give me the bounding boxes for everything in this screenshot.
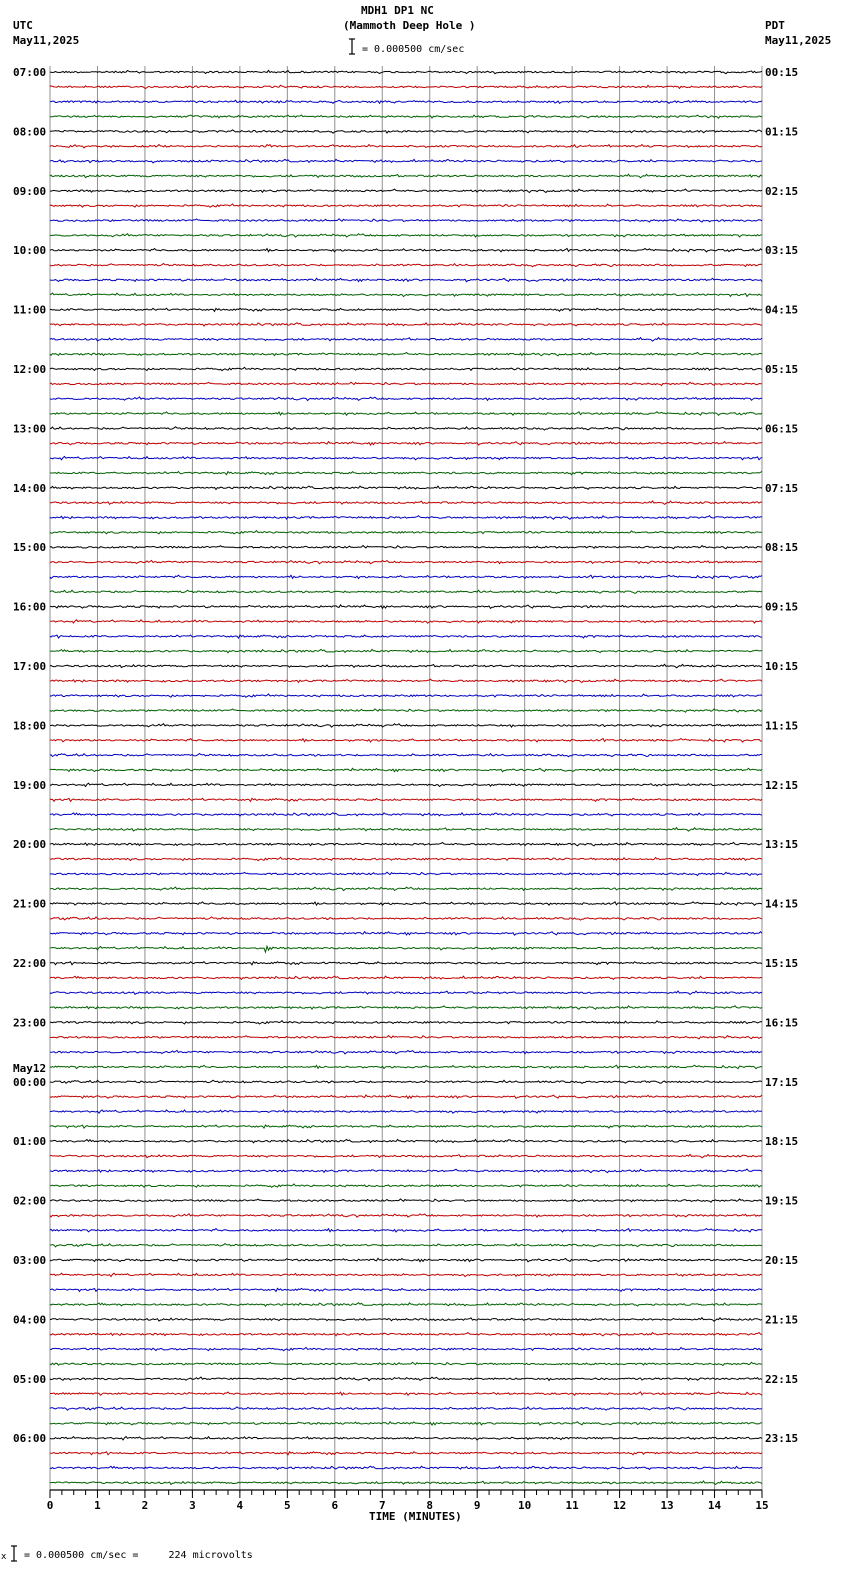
trace-6 [50, 159, 762, 162]
trace-34 [50, 575, 762, 578]
trace-32 [50, 546, 762, 549]
trace-40 [50, 664, 762, 668]
pdt-hour-label: 22:15 [765, 1372, 799, 1386]
x-tick-label: 8 [426, 1499, 434, 1512]
trace-73 [50, 1154, 762, 1158]
x-tick-label: 1 [94, 1499, 101, 1512]
trace-71 [50, 1125, 762, 1128]
pdt-hour-label: 07:15 [765, 481, 799, 495]
trace-30 [50, 516, 762, 520]
trace-56 [50, 902, 762, 905]
x-tick-label: 0 [46, 1499, 54, 1512]
x-tick-label: 2 [141, 1499, 149, 1512]
trace-86 [50, 1347, 762, 1350]
utc-hour-label: 18:00 [13, 719, 47, 733]
trace-70 [50, 1110, 762, 1113]
trace-82 [50, 1288, 762, 1291]
pdt-hour-label: 02:15 [765, 184, 799, 198]
trace-78 [50, 1229, 762, 1232]
trace-55 [50, 887, 762, 890]
trace-27 [50, 471, 762, 474]
x-tick-label: 7 [378, 1499, 386, 1512]
utc-hour-label: 11:00 [13, 303, 47, 317]
utc-hour-label: 03:00 [13, 1254, 47, 1267]
pdt-hour-label: 15:15 [765, 957, 799, 970]
time-axis [47, 1490, 769, 1512]
trace-65 [50, 1036, 762, 1039]
utc-hour-label: 16:00 [13, 600, 47, 614]
utc-hour-label: 01:00 [13, 1135, 47, 1149]
pdt-hour-label: 14:15 [765, 897, 799, 911]
right-date: May11,2025 [765, 34, 832, 47]
trace-84 [50, 1318, 762, 1322]
utc-hour-label: 00:00 [13, 1075, 47, 1089]
utc-hour-label: 05:00 [13, 1372, 47, 1386]
pdt-hour-label: 12:15 [765, 778, 799, 792]
x-tick-label: 6 [331, 1499, 339, 1512]
pdt-hour-label: 05:15 [765, 363, 799, 376]
trace-54 [50, 872, 762, 875]
trace-0 [50, 70, 762, 73]
trace-33 [50, 560, 762, 563]
utc-hour-label: 02:00 [13, 1194, 47, 1208]
scale-label: = 0.000500 cm/sec [362, 44, 465, 55]
trace-61 [50, 976, 762, 979]
trace-72 [50, 1140, 762, 1143]
utc-hour-label: 06:00 [13, 1432, 47, 1446]
utc-hour-label: 15:00 [13, 541, 47, 555]
trace-75 [50, 1184, 762, 1187]
utc-hour-label: 17:00 [13, 660, 47, 673]
utc-hour-label: 20:00 [13, 838, 47, 852]
x-tick-label: 3 [189, 1499, 196, 1512]
trace-90 [50, 1407, 762, 1410]
trace-35 [50, 590, 762, 593]
trace-38 [50, 635, 762, 638]
utc-hour-label: 04:00 [13, 1313, 47, 1327]
left-timezone: UTC [13, 19, 33, 32]
trace-87 [50, 1362, 762, 1365]
pdt-hour-label: 17:15 [765, 1075, 799, 1089]
utc-hour-label: 12:00 [13, 363, 47, 376]
trace-63 [50, 1006, 762, 1009]
trace-3 [50, 115, 762, 118]
trace-4 [50, 130, 762, 133]
trace-2 [50, 100, 762, 103]
footer-scale-bar-icon [10, 1545, 18, 1563]
trace-11 [50, 234, 762, 237]
trace-51 [50, 828, 762, 832]
trace-25 [50, 442, 762, 445]
scale-bar-icon [348, 38, 356, 56]
footer-mark: x [1, 1552, 7, 1562]
trace-95 [50, 1481, 762, 1485]
utc-hour-label: 22:00 [13, 957, 47, 970]
pdt-hour-label: 16:15 [765, 1016, 799, 1030]
pdt-hour-label: 10:15 [765, 660, 799, 673]
trace-29 [50, 501, 762, 505]
trace-16 [50, 308, 762, 311]
trace-85 [50, 1333, 762, 1336]
x-tick-label: 14 [707, 1499, 722, 1512]
trace-89 [50, 1392, 762, 1395]
pdt-hour-label: 13:15 [765, 838, 799, 852]
trace-49 [50, 798, 762, 801]
trace-77 [50, 1214, 762, 1217]
trace-44 [50, 724, 762, 728]
trace-39 [50, 649, 762, 652]
x-tick-label: 9 [473, 1499, 481, 1512]
utc-hour-label: 10:00 [13, 244, 47, 258]
pdt-hour-label: 19:15 [765, 1194, 799, 1208]
trace-68 [50, 1080, 762, 1083]
trace-8 [50, 189, 762, 193]
trace-13 [50, 264, 762, 267]
utc-date-label: May12 [13, 1061, 47, 1075]
trace-18 [50, 338, 762, 342]
trace-5 [50, 145, 762, 148]
left-date: May11,2025 [13, 34, 80, 47]
trace-69 [50, 1095, 762, 1098]
trace-14 [50, 278, 762, 282]
trace-57 [50, 917, 762, 920]
trace-46 [50, 754, 762, 757]
trace-21 [50, 382, 762, 385]
trace-45 [50, 739, 762, 743]
utc-hour-label: 21:00 [13, 897, 47, 911]
pdt-hour-label: 20:15 [765, 1254, 799, 1267]
right-timezone: PDT [765, 19, 785, 32]
x-tick-label: 15 [755, 1499, 769, 1512]
x-tick-label: 10 [518, 1499, 532, 1512]
trace-47 [50, 768, 762, 771]
pdt-hour-label: 09:15 [765, 600, 799, 614]
pdt-hour-label: 01:15 [765, 125, 799, 139]
trace-62 [50, 991, 762, 995]
pdt-hour-label: 08:15 [765, 541, 799, 555]
trace-31 [50, 531, 762, 534]
trace-26 [50, 457, 762, 460]
trace-59 [50, 946, 762, 952]
trace-91 [50, 1422, 762, 1425]
pdt-hour-label: 23:15 [765, 1432, 799, 1446]
trace-43 [50, 709, 762, 712]
x-tick-label: 12 [612, 1499, 627, 1512]
pdt-hour-label: 06:15 [765, 422, 799, 436]
trace-7 [50, 174, 762, 178]
x-tick-label: 11 [565, 1499, 579, 1512]
trace-80 [50, 1258, 762, 1262]
trace-76 [50, 1199, 762, 1202]
trace-74 [50, 1169, 762, 1173]
trace-24 [50, 427, 762, 430]
trace-88 [50, 1377, 762, 1381]
trace-93 [50, 1452, 762, 1455]
trace-92 [50, 1437, 762, 1440]
trace-48 [50, 783, 762, 786]
trace-23 [50, 412, 762, 416]
trace-52 [50, 842, 762, 846]
trace-79 [50, 1244, 762, 1247]
pdt-hour-label: 03:15 [765, 244, 799, 258]
trace-15 [50, 293, 762, 296]
x-axis-label: TIME (MINUTES) [369, 1510, 462, 1523]
trace-17 [50, 323, 762, 326]
pdt-hour-label: 04:15 [765, 303, 799, 317]
utc-hour-label: 13:00 [13, 422, 47, 436]
utc-hour-label: 08:00 [13, 125, 47, 139]
trace-42 [50, 694, 762, 697]
trace-83 [50, 1303, 762, 1306]
pdt-hour-label: 00:15 [765, 66, 799, 79]
trace-20 [50, 367, 762, 370]
trace-1 [50, 85, 762, 88]
station-title: MDH1 DP1 NC [361, 4, 434, 17]
utc-hour-label: 14:00 [13, 481, 47, 495]
utc-hour-label: 19:00 [13, 778, 47, 792]
trace-37 [50, 620, 762, 623]
x-tick-label: 4 [236, 1499, 244, 1512]
trace-50 [50, 813, 762, 816]
trace-64 [50, 1021, 762, 1024]
station-location: (Mammoth Deep Hole ) [343, 19, 476, 32]
x-tick-label: 5 [284, 1499, 291, 1512]
pdt-hour-label: 21:15 [765, 1313, 799, 1327]
trace-28 [50, 486, 762, 489]
seismic-traces [50, 70, 762, 1484]
trace-36 [50, 605, 762, 609]
utc-hour-label: 07:00 [13, 66, 47, 79]
utc-hour-labels [13, 66, 46, 1445]
trace-66 [50, 1050, 762, 1054]
trace-12 [50, 249, 762, 252]
trace-94 [50, 1466, 762, 1469]
x-tick-label: 13 [660, 1499, 674, 1512]
trace-19 [50, 352, 762, 355]
utc-hour-label: 09:00 [13, 184, 47, 198]
trace-81 [50, 1273, 762, 1276]
trace-60 [50, 962, 762, 965]
pdt-hour-labels [765, 66, 798, 1445]
trace-10 [50, 219, 762, 222]
trace-9 [50, 204, 762, 207]
trace-53 [50, 857, 762, 860]
trace-41 [50, 679, 762, 682]
footer-scale-label: = 0.000500 cm/sec = 224 microvolts [24, 1550, 253, 1561]
pdt-hour-label: 11:15 [765, 719, 799, 733]
trace-22 [50, 397, 762, 401]
trace-67 [50, 1065, 762, 1069]
utc-hour-label: 23:00 [13, 1016, 47, 1030]
pdt-hour-label: 18:15 [765, 1135, 799, 1149]
trace-58 [50, 932, 762, 936]
